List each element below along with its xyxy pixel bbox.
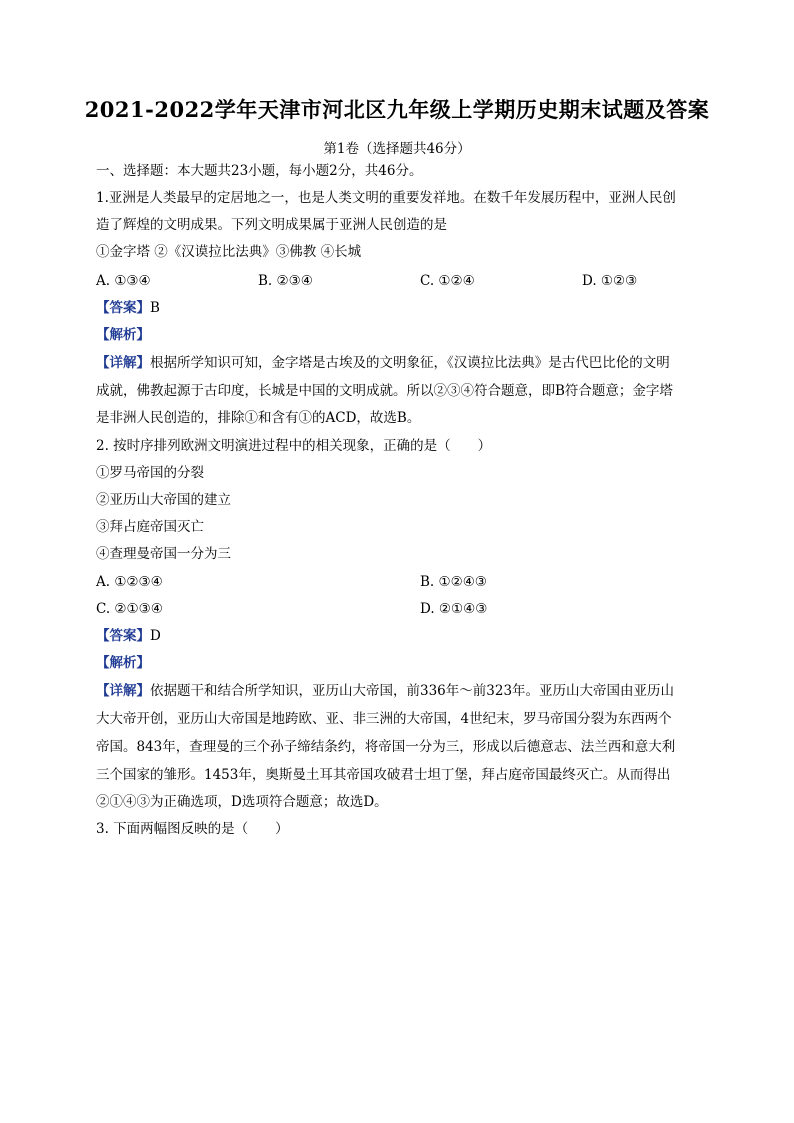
q1-detail-line3: 是非洲人民创造的，排除①和含有①的ACD，故选B。 [96, 410, 421, 426]
q2-detail-line5: ②①④③为正确选项，D选项符合题意；故选D。 [96, 794, 388, 810]
detail-text: 根据所学知识可知，金字塔是古埃及的文明象征，《汉谟拉比法典》是古代巴比伦的文明 [150, 355, 670, 371]
q1-items: ①金字塔 ②《汉谟拉比法典》③佛教 ④长城 [96, 244, 362, 260]
q1-option-b: B. ②③④ [258, 273, 313, 289]
q1-answer [96, 295, 702, 322]
q1-stem-line2: 造了辉煌的文明成果。下列文明成果属于亚洲人民创造的是 [96, 217, 447, 233]
q1-option-a: A. ①③④ [96, 273, 151, 289]
q1-option-c: C. ①②④ [420, 273, 475, 289]
q2-detail-line1 [96, 678, 702, 705]
detail-tag: 【详解】 [96, 355, 150, 371]
q2-detail-line4: 三个国家的雏形。1453年，奥斯曼土耳其帝国攻破君士坦丁堡，拜占庭帝国最终灭亡。从而得出 [96, 767, 671, 783]
q2-detail-line3: 帝国。843年，查理曼的三个孙子缔结条约，将帝国一分为三，形成以后德意志、法兰西和意大利 [96, 739, 676, 755]
detail-text: 依据题干和结合所学知识，亚历山大帝国，前336年～前323年。亚历山大帝国由亚历山 [150, 683, 675, 699]
answer-value: D [150, 628, 161, 644]
page-title: 2021-2022学年天津市河北区九年级上学期历史期末试题及答案 [84, 97, 710, 122]
q2-item-1: ①罗马帝国的分裂 [96, 465, 204, 481]
q1-option-d: D. ①②③ [582, 273, 638, 289]
answer-tag: 【答案】 [96, 300, 150, 316]
q2-detail-line2: 大大帝开创，亚历山大帝国是地跨欧、亚、非三洲的大帝国，4世纪末，罗马帝国分裂为东西两个 [96, 711, 672, 727]
q2-stem: 2. 按时序排列欧洲文明演进过程中的相关现象，正确的是（ ） [96, 438, 492, 454]
q1-detail-line2: 成就，佛教起源于古印度，长城是中国的文明成就。所以②③④符合题意，即B符合题意；金字塔 [96, 383, 673, 399]
paper-subtitle: 第1卷（选择题共46分） [323, 141, 471, 157]
q2-option-a: A. ①②③④ [96, 574, 163, 590]
q2-option-b: B. ①②④③ [420, 574, 487, 590]
q2-option-c: C. ②①③④ [96, 601, 163, 617]
analysis-tag: 【解析】 [96, 655, 150, 671]
q2-option-d: D. ②①④③ [420, 601, 488, 617]
answer-tag: 【答案】 [96, 628, 150, 644]
q2-item-4: ④查理曼帝国一分为三 [96, 546, 231, 562]
answer-value: B [150, 300, 160, 316]
q2-item-3: ③拜占庭帝国灭亡 [96, 519, 204, 535]
q2-options-row2 [96, 596, 702, 623]
section-heading: 一、选择题：本大题共23小题，每小题2分，共46分。 [96, 163, 423, 179]
q2-analysis-heading [96, 650, 702, 677]
q3-stem: 3. 下面两幅图反映的是（ ） [96, 821, 289, 837]
q2-answer [96, 623, 702, 650]
q2-options-row1 [96, 569, 702, 596]
q2-item-2: ②亚历山大帝国的建立 [96, 492, 231, 508]
analysis-tag: 【解析】 [96, 327, 150, 343]
q1-stem-line1: 1.亚洲是人类最早的定居地之一，也是人类文明的重要发祥地。在数千年发展历程中，亚洲人民创 [96, 190, 676, 206]
detail-tag: 【详解】 [96, 683, 150, 699]
q1-options [96, 268, 702, 295]
q1-analysis-heading [96, 322, 702, 349]
q1-detail-line1 [96, 350, 702, 377]
